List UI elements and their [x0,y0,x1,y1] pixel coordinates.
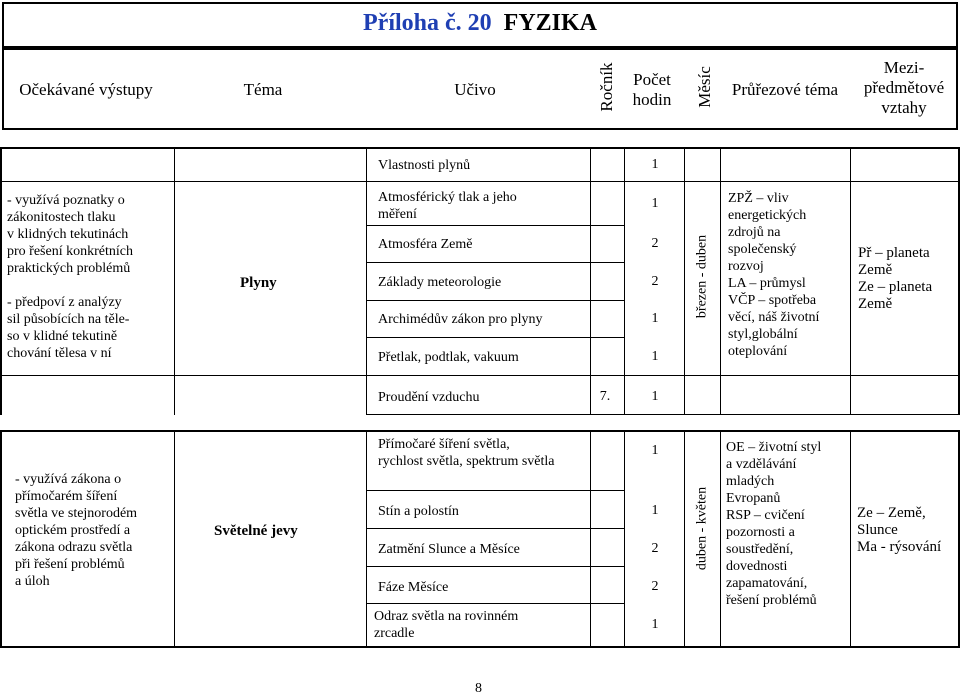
curriculum-item: Odraz světla na rovinném zrcadle [374,609,519,641]
topic-svetelne-jevy: Světelné jevy [214,523,298,539]
hours-value: 1 [651,503,659,518]
cross-line: soustředění, [726,542,794,557]
outcome-line: v klidných tekutinách [7,227,129,242]
curriculum-item: Přetlak, podtlak, vakuum [378,350,519,365]
header-inter-line1: Mezi- [883,58,925,77]
section1-outcomes [7,192,173,362]
header-grade: Ročník [597,62,616,112]
outcome-line: - předpoví z analýzy [7,295,122,310]
curriculum-item: Zatmění Slunce a Měsíce [378,542,520,557]
hours-value: 1 [651,311,659,326]
header-curriculum: Učivo [454,80,496,99]
outcome-line: sil působících na těle- [7,312,130,327]
curriculum-item: Atmosférický tlak a jeho měření [378,190,517,222]
month-value: duben - květen [694,486,710,571]
outcome-line: chování tělesa v ní [7,346,112,361]
hours-value: 2 [651,236,659,251]
cross-line: dovednosti [726,559,788,574]
inter-line: Ze – Země, [857,505,926,521]
header-outcomes: Očekávané výstupy [19,80,153,99]
cross-line: RSP – cvičení [726,508,805,523]
curriculum-item: Atmosféra Země [378,237,473,252]
outcome-line: so v klidné tekutině [7,329,118,344]
topic-plyny: Plyny [240,275,277,291]
cross-line: energetických [728,208,807,223]
cross-line: Evropanů [726,491,781,506]
inter-line: Země [858,296,893,312]
curriculum-item: Přímočaré šíření světla, rychlost světla, spektrum světla [378,437,555,469]
cross-line: ZPŽ – vliv [728,191,789,206]
cross-line: pozornosti a [726,525,795,540]
inter-line: Ze – planeta [858,279,933,295]
outcome-line: zákona odrazu světla [15,540,133,555]
curriculum-item: Fáze Měsíce [378,580,449,595]
hours-value: 1 [651,196,659,211]
outcome-line: zákonitostech tlaku [7,210,116,225]
section2-outcomes [15,471,173,590]
header-inter [850,58,958,118]
outcome-line: a úloh [15,574,50,589]
hours-value: 2 [651,579,659,594]
section1-cross [728,190,850,360]
cross-line: VČP – spotřeba [728,293,817,308]
outcome-line: při řešení problémů [15,557,125,572]
outcome-line: přímočarém šíření [15,489,118,504]
page-number: 8 [475,681,482,696]
outcome-line: praktických problémů [7,261,131,276]
cross-line: společenský [728,242,797,257]
cross-line: zdrojů na [728,225,781,240]
section2-cross [726,439,850,609]
grade-value: 7. [599,389,611,404]
curriculum-item: Vlastnosti plynů [378,158,471,173]
hours-value: 1 [651,389,659,404]
inter-line: Ma - rýsování [857,539,942,555]
outcome-line: - využívá zákona o [15,472,122,487]
title-subject: FYZIKA [503,10,597,36]
title-prefix: Příloha č. 20 [363,10,492,36]
hours-value: 2 [651,274,659,289]
hours-value: 1 [651,617,659,632]
outcome-line: světla ve stejnorodém [15,506,138,521]
cross-line: OE – životní styl [726,440,822,455]
cross-line: zapamatování, [726,576,808,591]
inter-line: Slunce [857,522,898,538]
curriculum-item: Archimédův zákon pro plyny [378,312,543,327]
header-inter-line2: předmětové [863,78,945,97]
hours-value: 1 [651,443,659,458]
section1-inter [858,245,958,313]
outcome-line: optickém prostředí a [15,523,131,538]
hours-value: 1 [651,157,659,172]
curriculum-item: Stín a polostín [378,504,459,519]
cross-line: a vzdělávání [726,457,797,472]
cross-line: mladých [726,474,775,489]
month-value: březen - duben [694,234,710,319]
header-hours-line1: Počet [633,70,671,89]
outcome-line: - využívá poznatky o [7,193,125,208]
cross-line: rozvoj [728,259,764,274]
curriculum-item: Základy meteorologie [378,275,502,290]
inter-line: Země [858,262,893,278]
hours-value: 2 [651,541,659,556]
cross-line: věcí, náš životní [728,310,820,325]
header-hours [622,70,682,110]
header-month: Měsíc [695,66,714,108]
header-inter-line3: vztahy [881,98,927,117]
header-topic: Téma [243,80,283,99]
curriculum-item: Proudění vzduchu [378,390,480,405]
header-cross: Průřezové téma [731,80,839,99]
outcome-line [7,277,173,294]
header-hours-line2: hodin [632,90,672,109]
cross-line: styl,globální [728,327,798,342]
cross-line: řešení problémů [726,593,817,608]
inter-line: Př – planeta [858,245,930,261]
outcome-line: pro řešení konkrétních [7,244,133,259]
section2-inter [857,505,957,556]
hours-value: 1 [651,349,659,364]
cross-line: oteplování [728,344,788,359]
cross-line: LA – průmysl [728,276,806,291]
page-title [0,10,960,37]
